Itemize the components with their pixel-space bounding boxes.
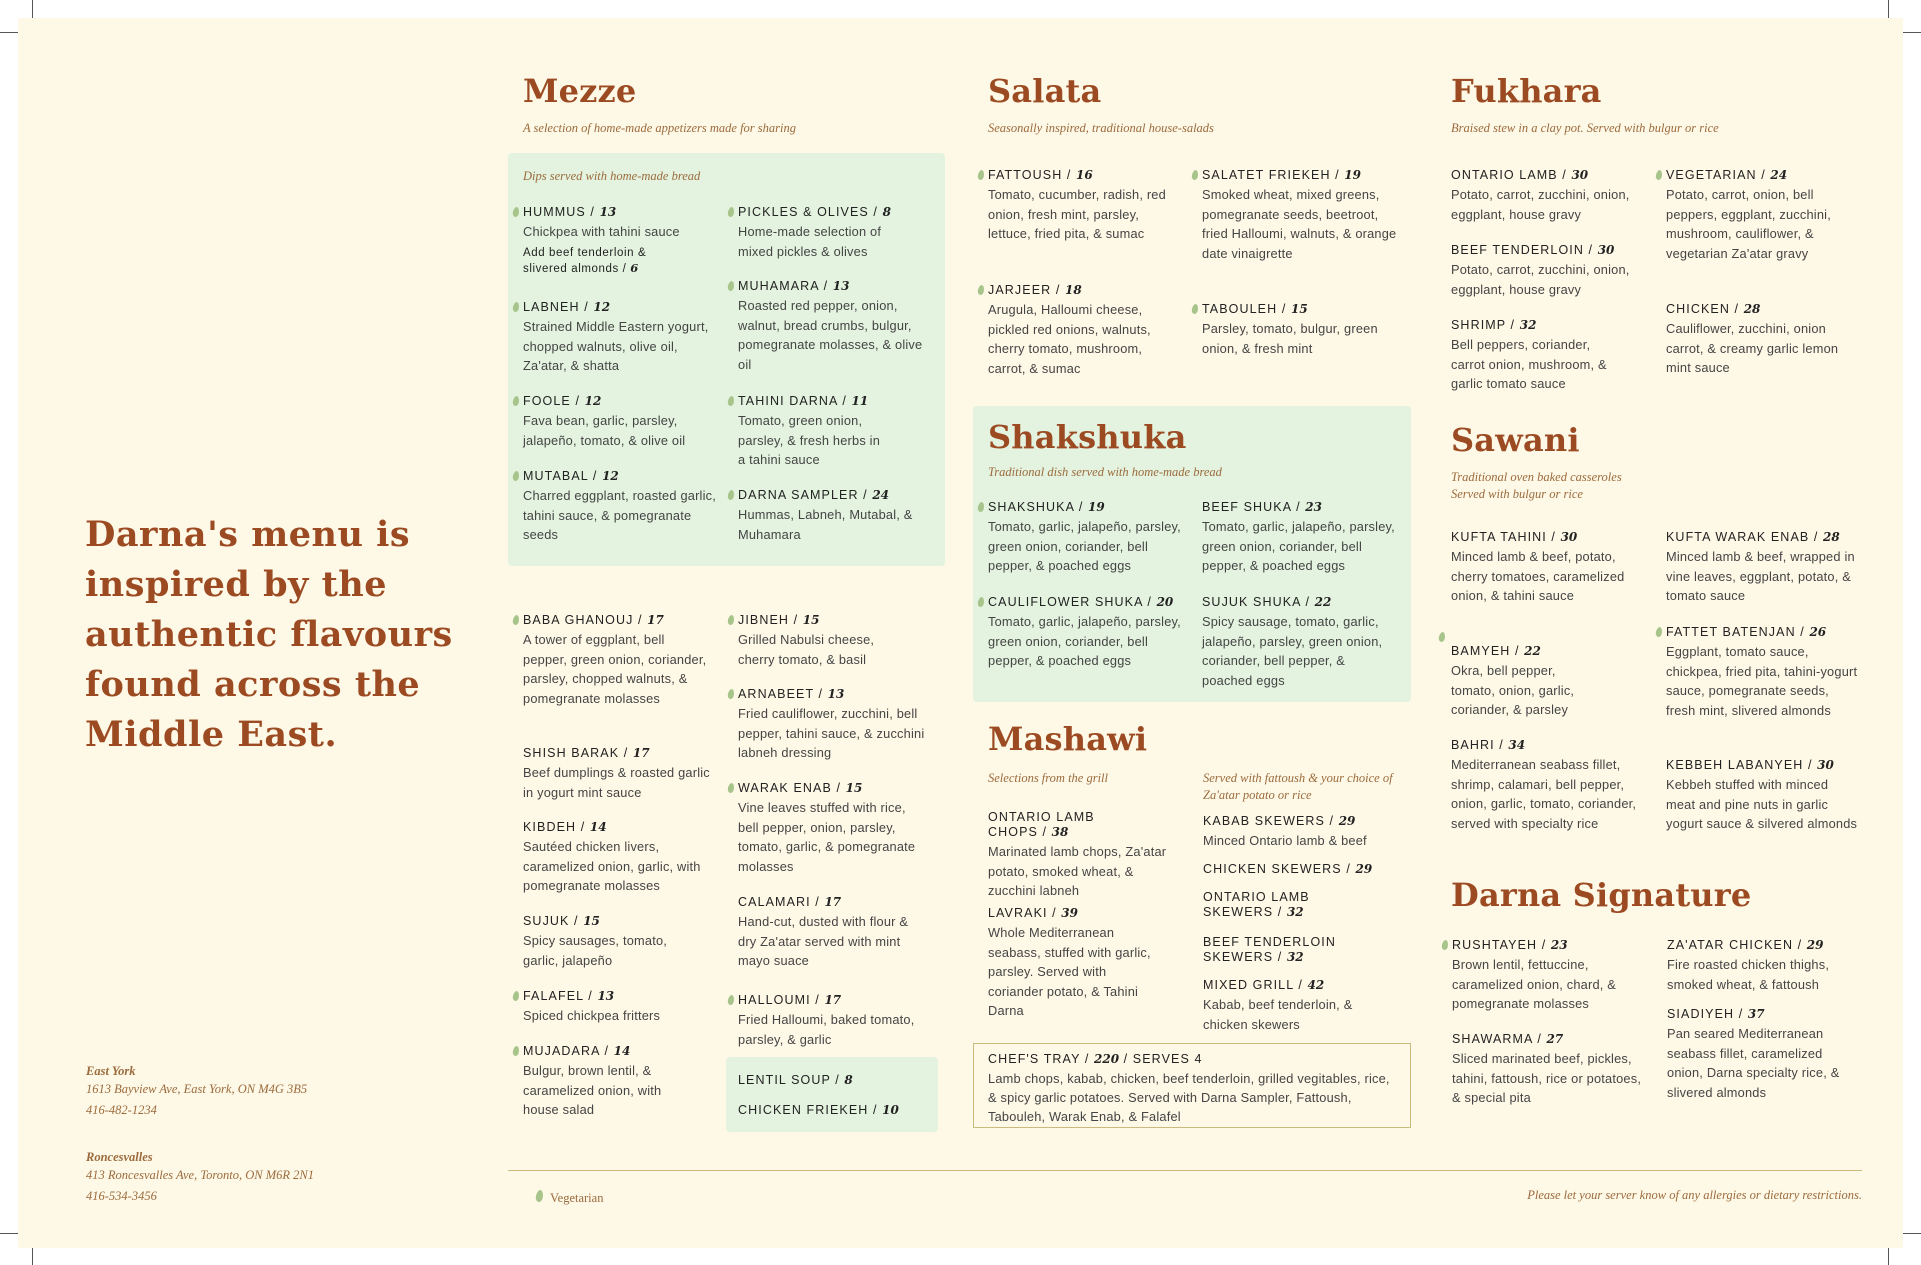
menu-item-kufta-tahini: KUFTA TAHINI / 30 Minced lamb & beef, potato, cherry tomatoes, caramelized onion, & tahini sauce <box>1451 530 1625 603</box>
menu-item-salatet-friekeh: SALATET FRIEKEH / 19 Smoked wheat, mixed greens, pomegranate seeds, beetroot, fried Halloumi, walnuts, & orange date vinaigrette <box>1202 168 1407 263</box>
section-title-shakshuka: Shakshuka <box>988 418 1187 456</box>
location-east-york <box>86 1064 406 1121</box>
menu-item-kufta-warak-enab: KUFTA WARAK ENAB / 28 Minced lamb & beef, wrapped in vine leaves, eggplant, potato, & tomato sauce <box>1666 530 1855 603</box>
menu-item-chicken: CHICKEN / 28 Cauliflower, zucchini, onion carrot, & creamy garlic lemon mint sauce <box>1666 302 1839 375</box>
section-title-mezze: Mezze <box>523 72 637 110</box>
menu-item-bamyeh: BAMYEH / 22 Okra, bell pepper, tomato, onion, garlic, coriander, & parsley <box>1451 644 1656 720</box>
vegetarian-leaf-icon <box>535 1189 544 1202</box>
menu-item-muhamara: MUHAMARA / 13 Roasted red pepper, onion, walnut, bread crumbs, bulgur, pomegranate molasses, & olive oil <box>738 279 943 374</box>
menu-item-arnabeet: ARNABEET / 13 Fried cauliflower, zucchini, bell pepper, tahini sauce, & zucchini labneh dressing <box>738 687 943 763</box>
menu-item-halloumi: HALLOUMI / 17 Fried Halloumi, baked tomato, parsley, & garlic <box>738 993 943 1049</box>
menu-item-beef-tenderloin-skewers: BEEF TENDERLOIN SKEWERS / 32 <box>1203 935 1336 964</box>
menu-item-kabab-skewers: KABAB SKEWERS / 29 Minced Ontario lamb & beef <box>1203 814 1367 848</box>
menu-item-ontario-lamb-chops: ONTARIO LAMB CHOPS / 38 Marinated lamb chops, Za'atar potato, smoked wheat, & zucchini labneh <box>988 810 1167 898</box>
menu-item-mujadara: MUJADARA / 14 Bulgur, brown lentil, & caramelized onion, with house salad <box>523 1044 728 1120</box>
section-subtitle-sawani: Traditional oven baked casseroles Served with bulgur or rice <box>1451 470 1622 501</box>
menu-item-labneh: LABNEH / 12 Strained Middle Eastern yogurt, chopped walnuts, olive oil, Za'atar, & shatta <box>523 300 728 376</box>
location-address: 1613 Bayview Ave, East York, ON M4G 3B5 <box>86 1082 308 1096</box>
section-title-fukhara: Fukhara <box>1451 72 1602 110</box>
menu-item-foole: FOOLE / 12 Fava bean, garlic, parsley, jalapeño, tomato, & olive oil <box>523 394 728 450</box>
dips-note: Dips served with home-made bread <box>523 169 701 183</box>
menu-item-shish-barak: SHISH BARAK / 17 Beef dumplings & roasted garlic in yogurt mint sauce <box>523 746 710 800</box>
menu-item-tahini-darna: TAHINI DARNA / 11 Tomato, green onion, parsley, & fresh herbs in a tahini sauce <box>738 394 943 470</box>
menu-item-lentil-soup: LENTIL SOUP / 8 <box>738 1073 853 1087</box>
menu-item-darna-sampler: DARNA SAMPLER / 24 Hummas, Labneh, Mutabal, & Muhamara <box>738 488 943 544</box>
menu-item-bahri: BAHRI / 34 Mediterranean seabass fillet, shrimp, calamari, bell pepper, onion, garlic, tomato, coriander, served with specialty rice <box>1451 738 1637 831</box>
section-subtitle-mezze: A selection of home-made appetizers made for sharing <box>523 121 796 135</box>
tagline: Darna's menu is inspired by the authentic flavours found across the Middle East. <box>85 514 453 755</box>
location-name: Roncesvalles <box>86 1150 153 1164</box>
menu-item-mixed-grill: MIXED GRILL / 42 Kabab, beef tenderloin, & chicken skewers <box>1203 978 1353 1032</box>
soup-panel <box>726 1057 938 1132</box>
menu-item-mutabal: MUTABAL / 12 Charred eggplant, roasted garlic, tahini sauce, & pomegranate seeds <box>523 469 728 545</box>
menu-item-shakshuka: SHAKSHUKA / 19 Tomato, garlic, jalapeño, parsley, green onion, coriander, bell pepper, & poached eggs <box>988 500 1193 576</box>
location-phone: 416-482-1234 <box>86 1103 157 1117</box>
menu-item-kebbeh-labanyeh: KEBBEH LABANYEH / 30 Kebbeh stuffed with minced meat and pine nuts in garlic yogurt sauce & silvered almonds <box>1666 758 1858 831</box>
menu-item-shrimp: SHRIMP / 32 Bell peppers, coriander, carrot onion, mushroom, & garlic tomato sauce <box>1451 318 1607 391</box>
menu-item-pickles-olives: PICKLES & OLIVES / 8 Home-made selection of mixed pickles & olives <box>738 205 943 261</box>
menu-item-calamari: CALAMARI / 17 Hand-cut, dusted with flour & dry Za'atar served with mint mayo suace <box>738 895 909 968</box>
section-title-salata: Salata <box>988 72 1102 110</box>
menu-item-beef-shuka: BEEF SHUKA / 23 Tomato, garlic, jalapeño, parsley, green onion, coriander, bell pepper, & poached eggs <box>1202 500 1395 573</box>
location-address: 413 Roncesvalles Ave, Toronto, ON M6R 2N1 <box>86 1168 314 1182</box>
allergy-note: Please let your server know of any allergies or dietary restrictions. <box>1527 1188 1862 1202</box>
section-subtitle-fukhara: Braised stew in a clay pot. Served with bulgur or rice <box>1451 121 1719 135</box>
menu-item-siadiyeh: SIADIYEH / 37 Pan seared Mediterranean seabass fillet, caramelized onion, Darna specialty rice, & slivered almonds <box>1667 1007 1840 1100</box>
footer-divider <box>508 1170 1862 1171</box>
menu-item-baba-ghanouj: BABA GHANOUJ / 17 A tower of eggplant, bell pepper, green onion, coriander, parsley, chopped walnuts, & pomegranate molasses <box>523 613 728 708</box>
location-name: East York <box>86 1064 136 1078</box>
section-subtitle-mashawi: Selections from the grill <box>988 771 1109 785</box>
menu-item-tabouleh: TABOULEH / 15 Parsley, tomato, bulgur, green onion, & fresh mint <box>1202 302 1407 358</box>
menu-item-chicken-skewers: CHICKEN SKEWERS / 29 <box>1203 862 1373 876</box>
section-title-mashawi: Mashawi <box>988 720 1148 758</box>
menu-item-cauliflower-shuka: CAULIFLOWER SHUKA / 20 Tomato, garlic, jalapeño, parsley, green onion, coriander, bell pepper, & poached eggs <box>988 595 1193 671</box>
menu-item-ontario-lamb-skewers: ONTARIO LAMB SKEWERS / 32 <box>1203 890 1310 919</box>
vegetarian-legend: Vegetarian <box>536 1187 603 1207</box>
menu-item-vegetarian: VEGETARIAN / 24 Potato, carrot, onion, bell peppers, eggplant, zucchini, mushroom, cauliflower, & vegetarian Za'atar gravy <box>1666 168 1871 263</box>
menu-item-falafel: FALAFEL / 13 Spiced chickpea fritters <box>523 989 728 1026</box>
menu-item-shawarma: SHAWARMA / 27 Sliced marinated beef, pickles, tahini, fattoush, rice or potatoes, & special pita <box>1452 1032 1642 1105</box>
menu-item-kibdeh: KIBDEH / 14 Sautéed chicken livers, caramelized onion, garlic, with pomegranate molasses <box>523 820 701 893</box>
menu-item-ontario-lamb: ONTARIO LAMB / 30 Potato, carrot, zucchini, onion, eggplant, house gravy <box>1451 168 1630 222</box>
section-title-signature: Darna Signature <box>1451 876 1752 914</box>
menu-item-fattoush: FATTOUSH / 16 Tomato, cucumber, radish, red onion, fresh mint, parsley, lettuce, fried pita, & sumac <box>988 168 1193 244</box>
menu-item-zaatar-chicken: ZA'ATAR CHICKEN / 29 Fire roasted chicken thighs, smoked wheat, & fattoush <box>1667 938 1830 992</box>
menu-item-hummus: HUMMUS / 13 Chickpea with tahini sauce Add beef tenderloin & slivered almonds / 6 <box>523 205 728 277</box>
section-subtitle-shakshuka: Traditional dish served with home-made bread <box>988 465 1222 479</box>
menu-item-fattet-batenjan: FATTET BATENJAN / 26 Eggplant, tomato sauce, chickpea, fried pita, tahini-yogurt sauce, pomegranate seeds, fresh mint, slivered almonds <box>1666 625 1871 720</box>
location-roncesvalles <box>86 1150 406 1207</box>
menu-item-lavraki: LAVRAKI / 39 Whole Mediterranean seabass, stuffed with garlic, parsley. Served with coriander potato, & Tahini Darna <box>988 906 1151 1018</box>
menu-item-sujuk-shuka: SUJUK SHUKA / 22 Spicy sausage, tomato, garlic, jalapeño, parsley, green onion, coriander, bell pepper, & poached eggs <box>1202 595 1383 688</box>
menu-item-chefs-tray: CHEF'S TRAY / 220 / SERVES 4 Lamb chops, kabab, chicken, beef tenderloin, grilled vegitables, rice, & spicy garlic potatoes. Served with Darna Sampler, Fattoush, Tabouleh, Warak Enab, & Falafel <box>988 1052 1390 1124</box>
menu-item-beef-tenderloin: BEEF TENDERLOIN / 30 Potato, carrot, zucchini, onion, eggplant, house gravy <box>1451 243 1630 297</box>
menu-item-warak-enab: WARAK ENAB / 15 Vine leaves stuffed with rice, bell pepper, onion, parsley, tomato, garlic, & pomegranate molasses <box>738 781 943 876</box>
section-note-mashawi: Served with fattoush & your choice of Za'atar potato or rice <box>1203 771 1393 802</box>
location-phone: 416-534-3456 <box>86 1189 157 1203</box>
menu-item-chicken-friekeh: CHICKEN FRIEKEH / 10 <box>738 1103 899 1117</box>
menu-item-rushtayeh: RUSHTAYEH / 23 Brown lentil, fettuccine, caramelized onion, chard, & pomegranate molasses <box>1452 938 1657 1014</box>
section-subtitle-salata: Seasonally inspired, traditional house-salads <box>988 121 1214 135</box>
menu-item-jarjeer: JARJEER / 18 Arugula, Halloumi cheese, pickled red onions, walnuts, cherry tomato, mushroom, carrot, & sumac <box>988 283 1193 378</box>
section-title-sawani: Sawani <box>1451 421 1580 459</box>
menu-item-sujuk: SUJUK / 15 Spicy sausages, tomato, garlic, jalapeño <box>523 914 668 968</box>
menu-item-jibneh: JIBNEH / 15 Grilled Nabulsi cheese, cherry tomato, & basil <box>738 613 943 669</box>
